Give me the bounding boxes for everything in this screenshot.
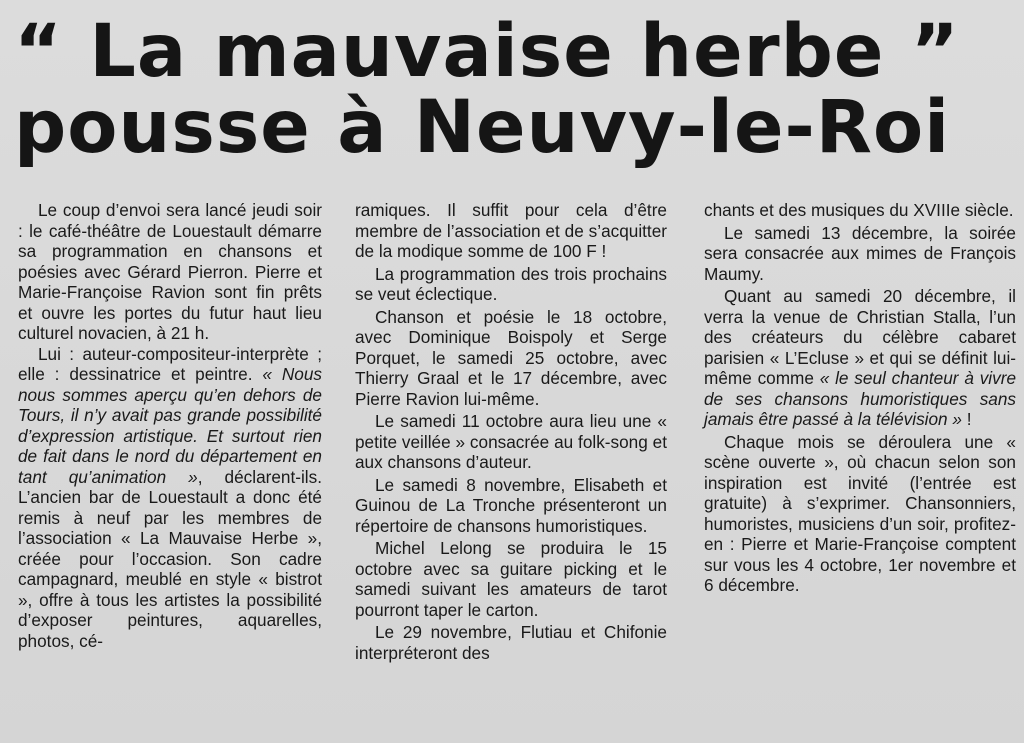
article-column-2 xyxy=(355,200,667,663)
paragraph: Le samedi 8 novembre, Elisabeth et Guinou de La Tronche présenteront un répertoire de chansons humoristiques. xyxy=(355,474,667,536)
paragraph: La programmation des trois prochains se veut éclectique. xyxy=(355,263,667,304)
paragraph-text: Lui : auteur-compositeur-interprète ; elle : dessinatrice et peintre. xyxy=(18,343,322,384)
article-column-1 xyxy=(18,200,322,651)
paragraph-text: , déclarent-ils. L’ancien bar de Louestault a donc été remis à neuf par les membres de l’association « La Mauvaise Herbe », créée pour l’occasion. Son cadre campagnard, meublé en style « bistrot », offre à tous les artistes la possibilité d’exposer peintures, aquarelles, photos, cé- xyxy=(18,466,322,651)
quote-text: « le seul chanteur à vivre de ses chansons humoristiques sans jamais être passé à la télévision » xyxy=(704,368,1017,429)
article-column-3 xyxy=(704,200,1016,596)
headline-line-1: “ La mauvaise herbe ” xyxy=(14,9,960,94)
article-body xyxy=(18,200,1018,740)
headline-line-2: pousse à Neuvy-le-Roi xyxy=(14,85,951,170)
paragraph xyxy=(704,286,1016,430)
paragraph: ramiques. Il suffit pour cela d’être membre de l’association et de s’acquitter de la modique somme de 100 F ! xyxy=(355,200,667,261)
quote-text: « Nous nous sommes aperçu qu’en dehors de Tours, il n’y avait pas grande possibilité d’expression artistique. Et surtout rien de fait dans le nord du département en tant qu’animation » xyxy=(18,364,322,487)
paragraph: Chaque mois se déroulera une « scène ouverte », où chacun selon son inspiration est invité (l’entrée est gratuite) à s’exprimer. Chansonniers, humoristes, musiciens d’un soir, profitez-en : Pierre et Marie-Françoise comptent sur vous les 4 octobre, 1er novembre et 6 décembre. xyxy=(704,431,1016,595)
paragraph-text: Quant au samedi 20 décembre, il verra la venue de Christian Stalla, l’un des créateurs du célèbre cabaret parisien « L’Ecluse » et qui se définit lui-même comme xyxy=(704,286,1016,388)
paragraph: Chanson et poésie le 18 octobre, avec Dominique Boispoly et Serge Porquet, le samedi 25 octobre, avec Thierry Graal et le 17 décembre, avec Pierre Ravion lui-même. xyxy=(355,306,667,409)
paragraph: Le samedi 11 octobre aura lieu une « petite veillée » consacrée au folk-song et aux chansons d’auteur. xyxy=(355,411,667,472)
paragraph: chants et des musiques du XVIIIe siècle. xyxy=(704,200,1014,220)
article-headline xyxy=(14,9,1014,170)
paragraph: Le samedi 13 décembre, la soirée sera consacrée aux mimes de François Maumy. xyxy=(704,222,1016,284)
paragraph-text: ! xyxy=(961,409,972,429)
paragraph: Le coup d’envoi sera lancé jeudi soir : le café-théâtre de Louestault démarre sa programmation en chansons et poésies avec Gérard Pierron. Pierre et Marie-Françoise Ravion sont fin prêts et ouvre les portes du futur haut lieu culturel novacien, à 21 h. xyxy=(18,200,322,343)
paragraph: Michel Lelong se produira le 15 octobre avec sa guitare picking et le samedi suivant les amateurs de tarot pourront taper le carton. xyxy=(355,538,667,620)
paragraph: Le 29 novembre, Flutiau et Chifonie interpréteront des xyxy=(355,622,667,663)
paragraph xyxy=(18,344,322,652)
